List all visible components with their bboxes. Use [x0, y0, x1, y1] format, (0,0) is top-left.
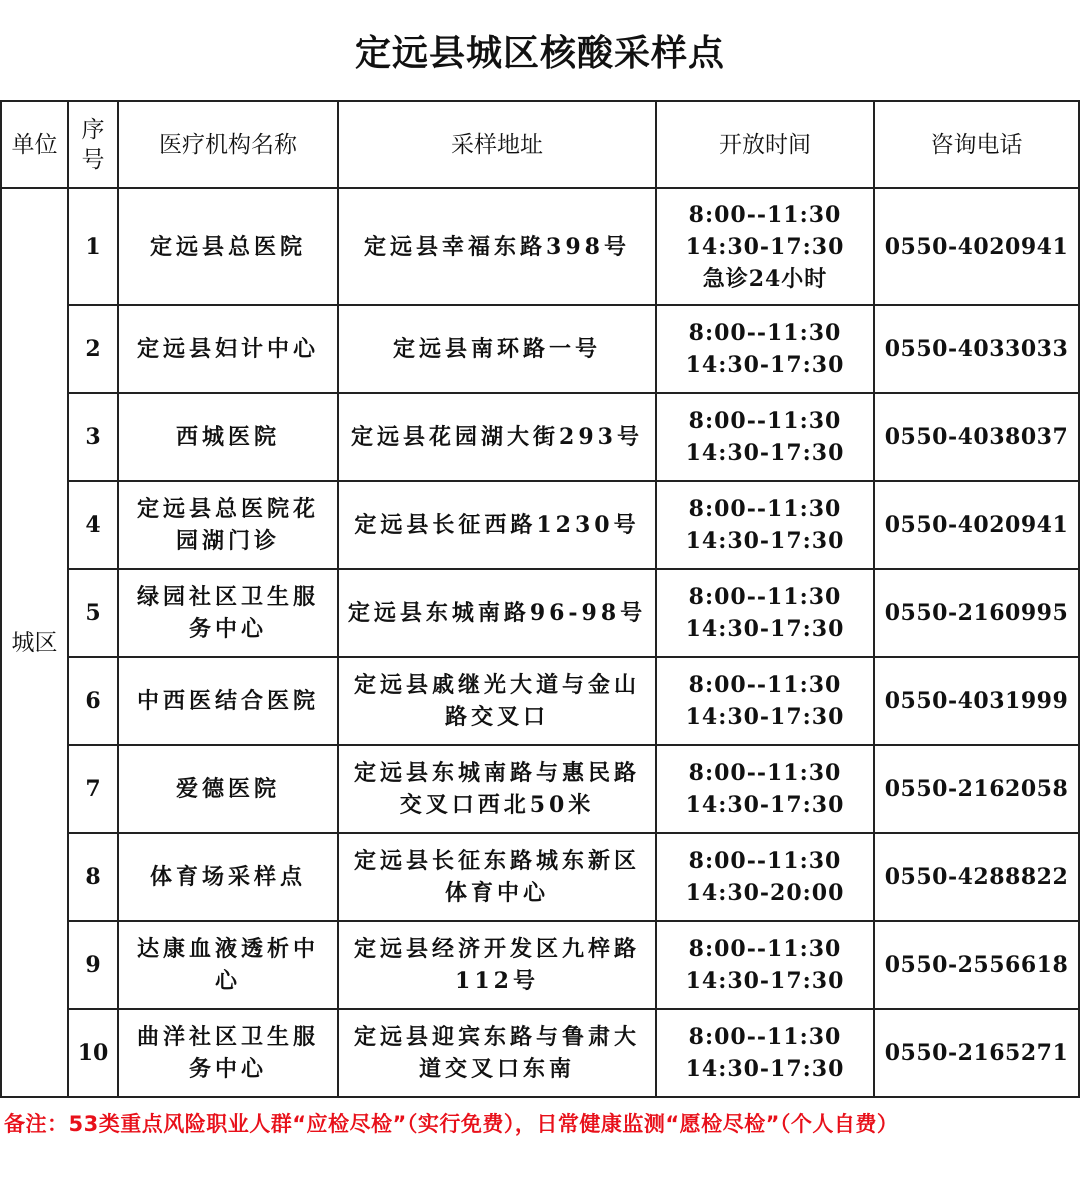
phone-cell: 0550-2165271: [874, 1009, 1079, 1097]
header-row: [1, 101, 1079, 188]
sampling-address: 定远县长征东路城东新区体育中心: [353, 848, 640, 906]
institution-name: 定远县总医院: [149, 233, 306, 260]
institution-name: 中西医结合医院: [136, 688, 319, 714]
institution-name: 西城医院: [175, 424, 280, 450]
header-name: 医疗机构名称: [118, 101, 338, 188]
seq-cell: 6: [68, 657, 118, 745]
name-cell: [118, 569, 338, 657]
seq-cell: 2: [68, 305, 118, 393]
hours-line: 14:30-17:30: [685, 968, 845, 994]
institution-name: 定远县妇计中心: [136, 336, 319, 362]
header-phone: 咨询电话: [874, 101, 1079, 188]
header-seq-text: 序号: [81, 116, 105, 173]
table-row: [1, 921, 1079, 1009]
sampling-address: 定远县花园湖大街293号: [351, 424, 643, 450]
hours-cell: [656, 393, 874, 481]
institution-name: 体育场采样点: [149, 864, 306, 890]
phone-cell: 0550-4033033: [874, 305, 1079, 393]
hours-cell: [656, 569, 874, 657]
table-body: [1, 188, 1079, 1097]
hours-line: 8:00--11:30: [688, 408, 842, 434]
unit-cell: 城区: [1, 188, 68, 1097]
hours-cell: [656, 481, 874, 569]
institution-name: 曲洋社区卫生服务中心: [136, 1024, 319, 1082]
hours-line: 8:00--11:30: [688, 672, 842, 698]
institution-name: 达康血液透析中心: [136, 936, 319, 994]
name-cell: [118, 1009, 338, 1097]
hours-line: 8:00--11:30: [688, 320, 842, 346]
phone-cell: 0550-4031999: [874, 657, 1079, 745]
phone-cell: 0550-4020941: [874, 481, 1079, 569]
sampling-sites-table: [0, 100, 1080, 1098]
name-cell: [118, 921, 338, 1009]
institution-name: 定远县总医院花园湖门诊: [136, 496, 319, 554]
seq-cell: 4: [68, 481, 118, 569]
hours-line: 14:30-17:30: [685, 792, 845, 818]
page-title: 定远县城区核酸采样点: [354, 32, 725, 74]
seq-cell: 8: [68, 833, 118, 921]
table-row: [1, 657, 1079, 745]
hours-line: 14:30-17:30: [685, 528, 845, 554]
header-address: 采样地址: [338, 101, 656, 188]
seq-cell: 9: [68, 921, 118, 1009]
address-cell: [338, 569, 656, 657]
phone-cell: 0550-4020941: [874, 188, 1079, 305]
address-cell: [338, 745, 656, 833]
seq-cell: 5: [68, 569, 118, 657]
table-row: [1, 569, 1079, 657]
sampling-address: 定远县长征西路1230号: [354, 512, 640, 538]
phone-cell: 0550-4038037: [874, 393, 1079, 481]
hours-cell: [656, 745, 874, 833]
address-cell: [338, 921, 656, 1009]
hours-line: 8:00--11:30: [688, 584, 842, 610]
name-cell: [118, 393, 338, 481]
name-cell: [118, 305, 338, 393]
hours-line: 14:30-20:00: [685, 880, 845, 906]
seq-cell: 10: [68, 1009, 118, 1097]
name-cell: [118, 657, 338, 745]
institution-name: 爱德医院: [175, 776, 280, 802]
sampling-address: 定远县幸福东路398号: [364, 233, 630, 260]
sampling-address: 定远县戚继光大道与金山路交叉口: [353, 672, 640, 730]
address-cell: [338, 657, 656, 745]
table-row: [1, 393, 1079, 481]
name-cell: [118, 481, 338, 569]
phone-cell: 0550-2556618: [874, 921, 1079, 1009]
seq-cell: 3: [68, 393, 118, 481]
hours-cell: [656, 305, 874, 393]
seq-cell: 1: [68, 188, 118, 305]
hours-line: 14:30-17:30: [685, 352, 845, 378]
header-hours: 开放时间: [656, 101, 874, 188]
table-row: [1, 481, 1079, 569]
name-cell: [118, 833, 338, 921]
hours-cell: [656, 1009, 874, 1097]
table-row: [1, 745, 1079, 833]
sampling-address: 定远县迎宾东路与鲁肃大道交叉口东南: [353, 1024, 640, 1082]
phone-cell: 0550-2160995: [874, 569, 1079, 657]
seq-cell: 7: [68, 745, 118, 833]
address-cell: [338, 188, 656, 305]
table-row: [1, 833, 1079, 921]
hours-line: 8:00--11:30: [688, 201, 842, 228]
hours-line: 8:00--11:30: [688, 496, 842, 522]
table-row: [1, 1009, 1079, 1097]
hours-line: 急诊24小时: [702, 265, 828, 292]
hours-line: 8:00--11:30: [688, 848, 842, 874]
name-cell: [118, 188, 338, 305]
hours-line: 8:00--11:30: [688, 936, 842, 962]
header-unit: 单位: [1, 101, 68, 188]
footnote: 备注：53类重点风险职业人群“应检尽检”（实行免费），日常健康监测“愿检尽检”（个人自费）: [4, 1112, 899, 1136]
table-row: [1, 188, 1079, 305]
hours-cell: [656, 188, 874, 305]
phone-cell: 0550-2162058: [874, 745, 1079, 833]
address-cell: [338, 305, 656, 393]
hours-line: 14:30-17:30: [685, 704, 845, 730]
header-seq: [68, 101, 118, 188]
address-cell: [338, 833, 656, 921]
hours-line: 14:30-17:30: [685, 616, 845, 642]
hours-cell: [656, 657, 874, 745]
address-cell: [338, 1009, 656, 1097]
sampling-address: 定远县东城南路与惠民路交叉口西北50米: [353, 760, 640, 818]
institution-name: 绿园社区卫生服务中心: [136, 584, 319, 642]
hours-line: 8:00--11:30: [688, 760, 842, 786]
name-cell: [118, 745, 338, 833]
table-row: [1, 305, 1079, 393]
hours-cell: [656, 833, 874, 921]
sampling-address: 定远县经济开发区九梓路112号: [353, 936, 640, 994]
sampling-address: 定远县南环路一号: [392, 336, 601, 362]
phone-cell: 0550-4288822: [874, 833, 1079, 921]
address-cell: [338, 481, 656, 569]
hours-line: 8:00--11:30: [688, 1024, 842, 1050]
hours-line: 14:30-17:30: [685, 233, 845, 260]
address-cell: [338, 393, 656, 481]
hours-cell: [656, 921, 874, 1009]
hours-line: 14:30-17:30: [685, 1056, 845, 1082]
sampling-address: 定远县东城南路96-98号: [347, 600, 647, 626]
hours-line: 14:30-17:30: [685, 440, 845, 466]
